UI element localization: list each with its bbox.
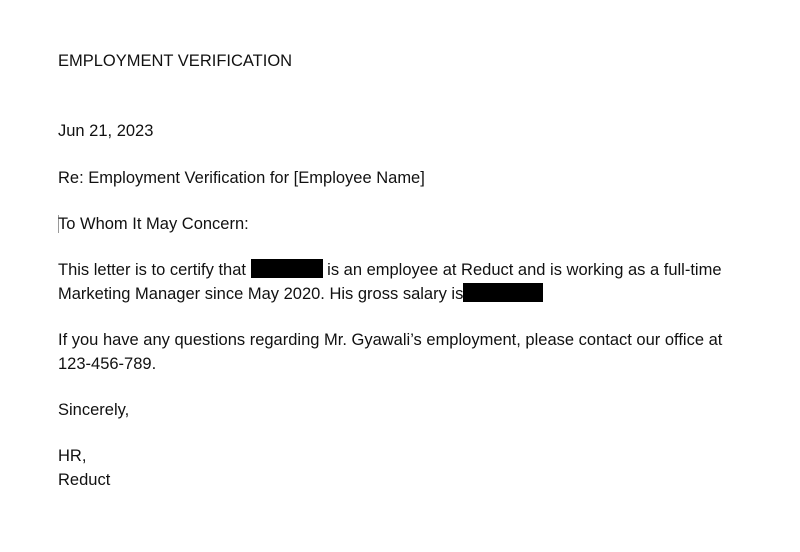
signature-line-2: Reduct [58,471,111,489]
letter-closing: Sincerely, [58,401,130,419]
para1-text-before-name: This letter is to certify that [58,261,251,279]
paragraph-1-line-1 [58,259,722,282]
paragraph-2-line-1: If you have any questions regarding Mr. Gyawali’s employment, please contact our office at [58,331,723,349]
paragraph-1-line-2 [58,283,543,306]
letter-salutation: To Whom It May Concern: [58,215,249,233]
redacted-salary [463,283,543,302]
para1-text-before-salary: Marketing Manager since May 2020. His gross salary is [58,285,464,303]
signature-line-1: HR, [58,447,87,465]
para1-text-after-name: is an employee at Reduct and is working as a full-time [322,261,722,279]
letter-date: Jun 21, 2023 [58,122,154,140]
paragraph-2-line-2: 123-456-789. [58,355,157,373]
letter-subject: Re: Employment Verification for [Employee Name] [58,169,425,187]
redacted-employee-name [251,259,323,278]
letter-heading: EMPLOYMENT VERIFICATION [58,52,293,70]
